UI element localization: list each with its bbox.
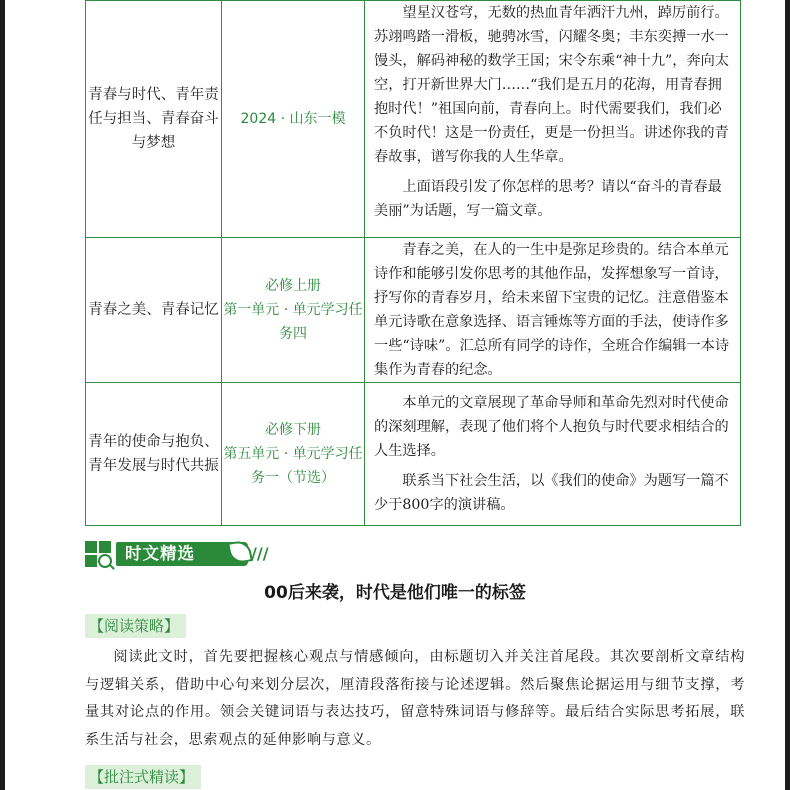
theme-cell (86, 1, 222, 238)
page-left-edge (0, 0, 5, 790)
source-cell (222, 383, 365, 526)
source-line: 必修下册 (265, 422, 321, 438)
writing-material-table (85, 0, 741, 526)
prompt-cell (365, 383, 741, 526)
prompt-paragraph: 青春之美，在人的一生中是弥足珍贵的。结合本单元诗作和能够引发你思考的其他作品，发挥想象写一首诗，抒写你的青春岁月，给未来留下宝贵的记忆。注意借鉴本单元诗歌在意象选择、语言锤炼等方面的手法，使诗作多一些“诗味”。汇总所有同学的诗作，全班合作编辑一本诗集作为青春的纪念。 (374, 242, 730, 378)
source-cell (222, 238, 365, 383)
theme-text: 青春与时代、青年责任与担当、青春奋斗与梦想 (88, 87, 219, 151)
theme-text: 青春之美、青春记忆 (88, 302, 219, 318)
prompt-cell (365, 1, 741, 238)
annotated-reading-label: 【批注式精读】 (85, 765, 201, 789)
article-title: 00后来袭，时代是他们唯一的标签 (264, 583, 526, 603)
prompt-paragraph: 上面语段引发了你怎样的思考？请以“奋斗的青春最美丽”为话题，写一篇文章。 (374, 179, 722, 219)
table-row (86, 238, 741, 383)
prompt-paragraph: 望星汉苍穹，无数的热血青年洒汗九州，踔厉前行。苏翊鸣踏一滑板，驰骋冰雪，闪耀冬奥；丰东奕搏一水一馒头，解码神秘的数学王国；宋令东乘“神十九”，奔向太空，打开新世界大门……“我们是五月的花海，用青春拥抱时代！”祖国向前，青春向上。时代需要我们，我们必不负时代！这是一份责任，更是一份担当。讲述你我的青春故事，谱写你我的人生华章。 (374, 5, 730, 165)
reading-strategy-text: 阅读此文时，首先要把握核心观点与情感倾向，由标题切入并关注首尾段。其次要剖析文章结构与逻辑关系，借助中心句来划分层次，厘清段落衔接与论述逻辑。然后聚焦论据运用与细节支撑，考量其对论点的作用。领会关键词语与表达技巧，留意特殊词语与修辞等。最后结合实际思考拓展，联系生活与社会，思索观点的延伸影响与意义。 (85, 649, 745, 748)
theme-cell (86, 238, 222, 383)
prompt-cell (365, 238, 741, 383)
table-row (86, 383, 741, 526)
prompt-paragraph: 联系当下社会生活，以《我们的使命》为题写一篇不少于800字的演讲稿。 (374, 473, 729, 513)
reading-strategy-label: 【阅读策略】 (85, 614, 186, 638)
section-title: 时文精选 (125, 544, 195, 563)
section-header (85, 539, 285, 571)
theme-cell (86, 383, 222, 526)
table-row (86, 1, 741, 238)
slashes-decoration: /// (251, 544, 269, 563)
magnifier-icon (98, 554, 112, 568)
source-line: 2024 · 山东一模 (240, 111, 346, 127)
prompt-paragraph: 本单元的文章展现了革命导师和革命先烈对时代使命的深刻理解，表现了他们将个人抱负与时代要求相结合的人生选择。 (374, 395, 729, 459)
source-cell (222, 1, 365, 238)
theme-text: 青年的使命与抱负、青年发展与时代共振 (88, 434, 219, 474)
page-right-edge (785, 0, 790, 790)
source-line: 必修上册 (265, 278, 321, 294)
source-line: 第五单元 · 单元学习任务一（节选） (223, 446, 363, 486)
source-line: 第一单元 · 单元学习任务四 (223, 302, 363, 342)
